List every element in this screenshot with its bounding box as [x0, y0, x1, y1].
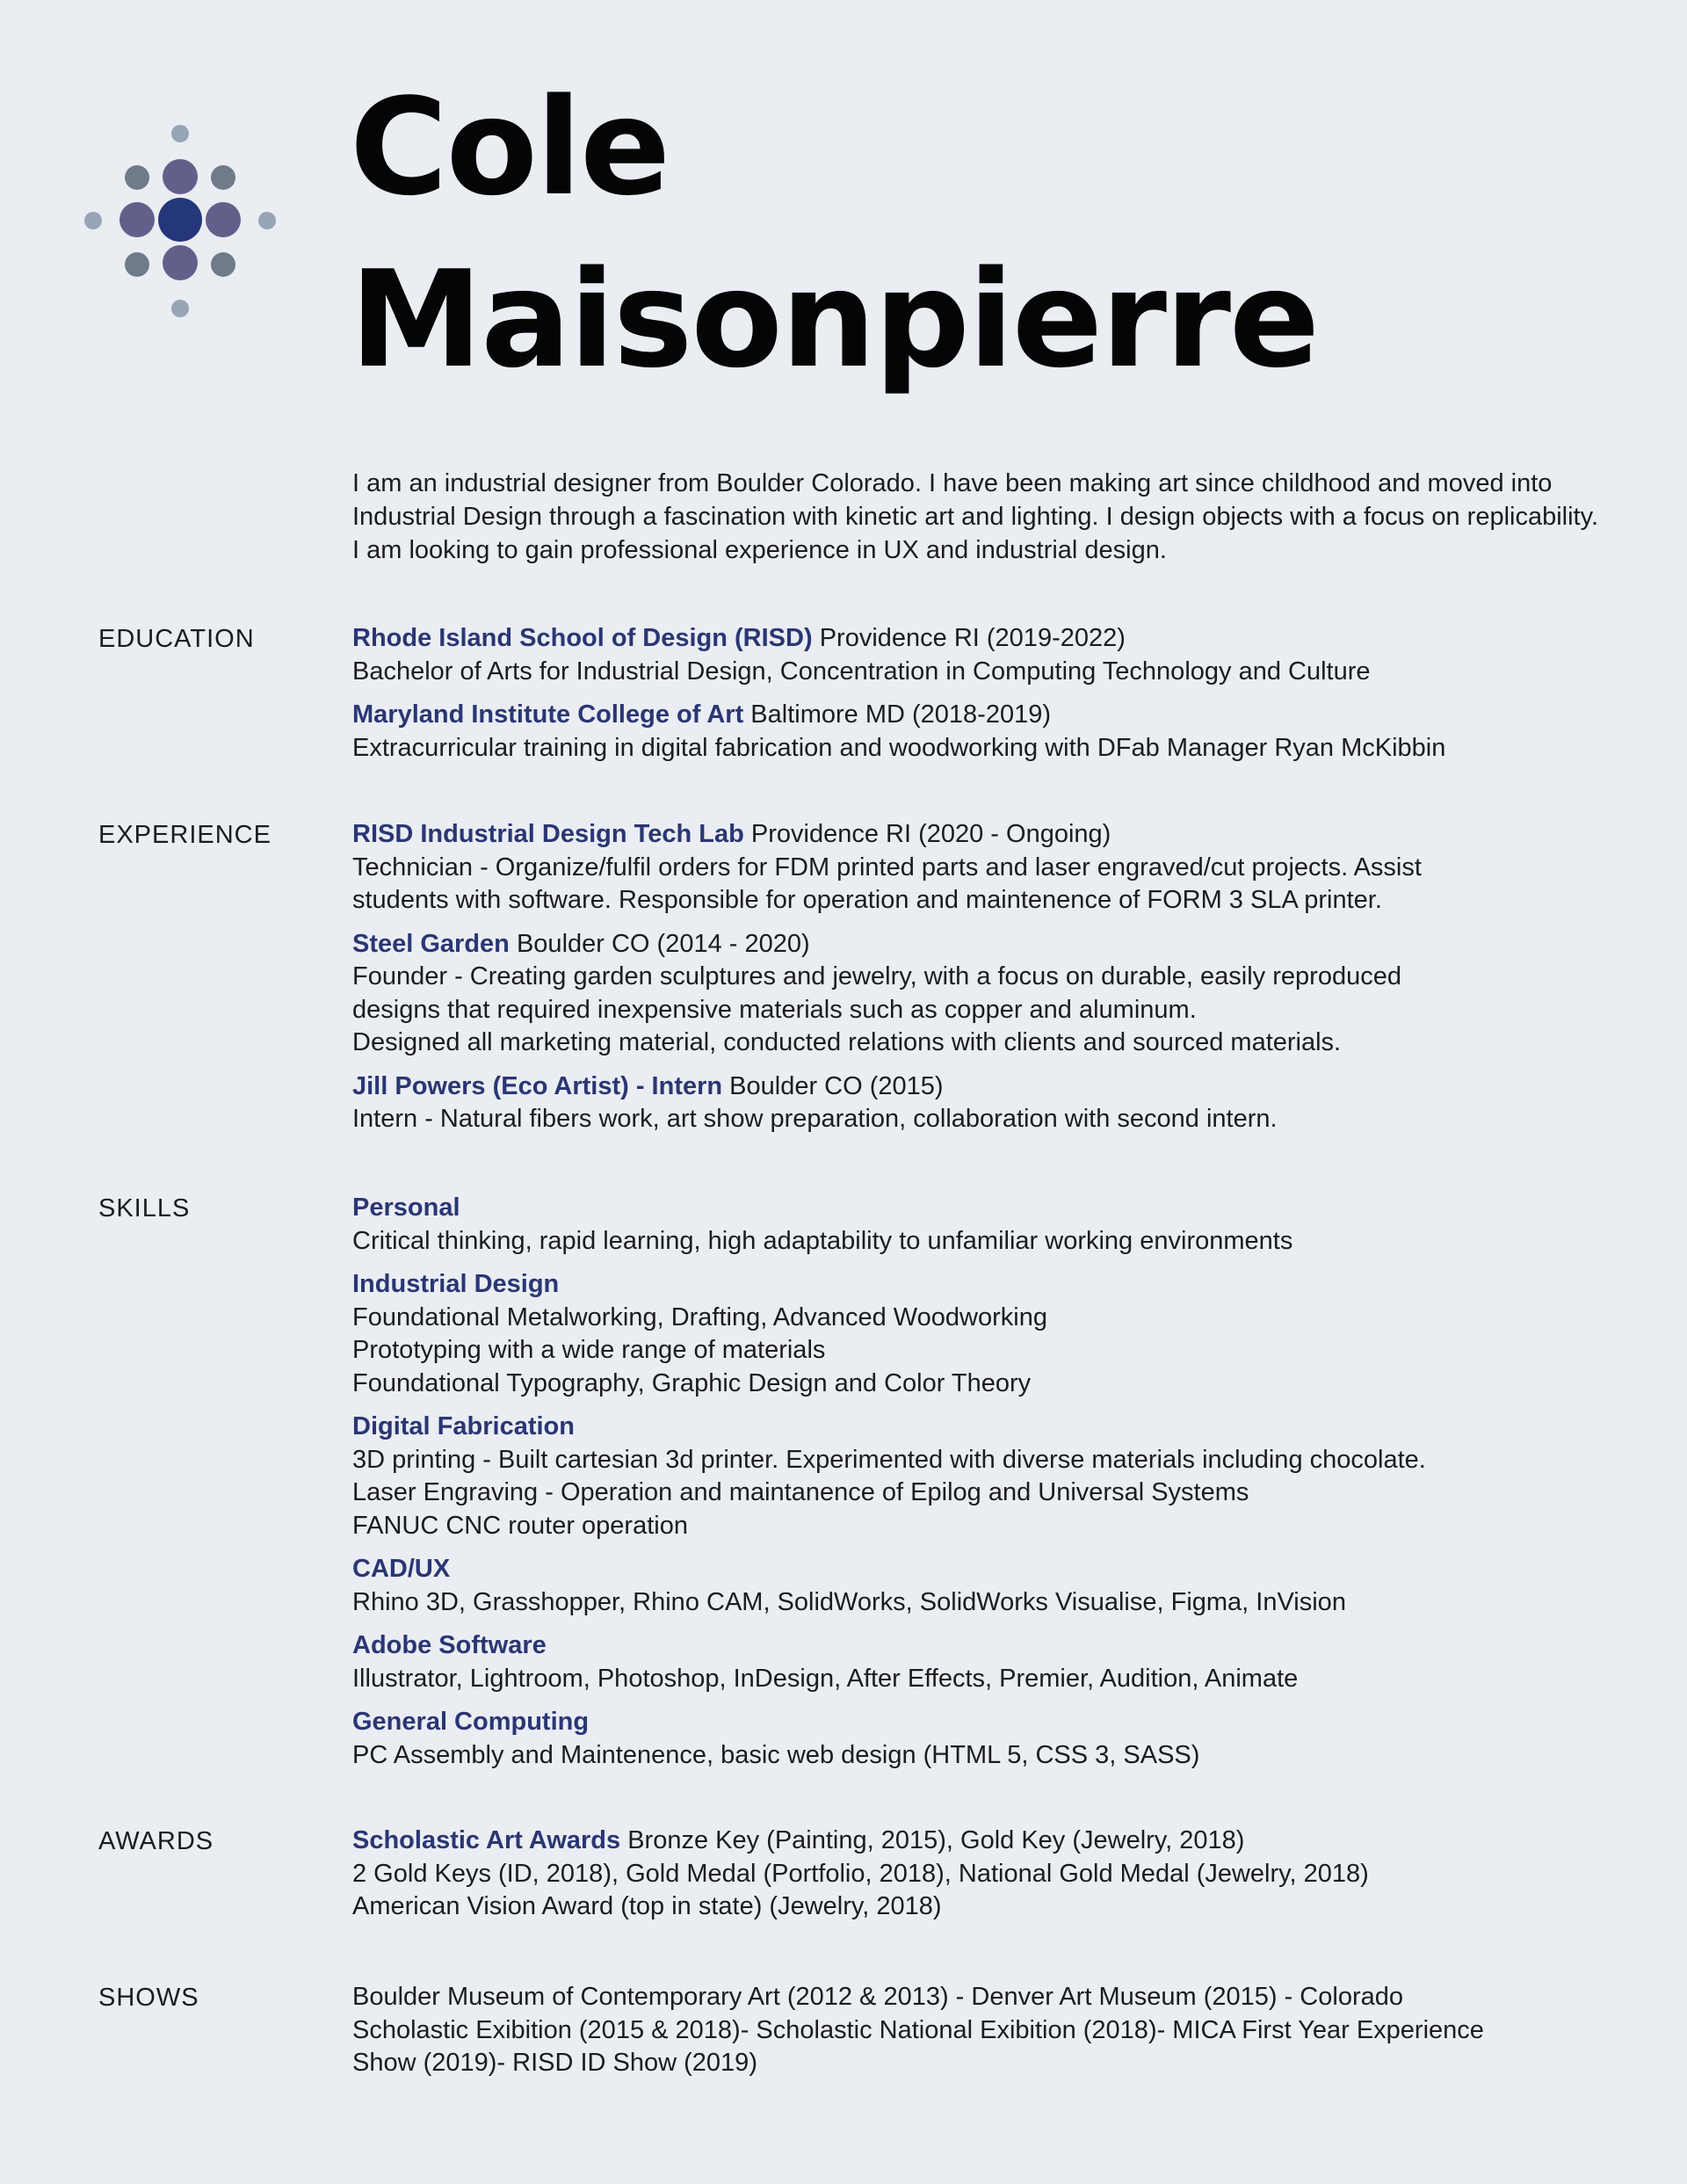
skills-entry — [352, 1706, 1609, 1772]
entry-line: Laser Engraving - Operation and maintanence of Epilog and Universal Systems — [352, 1478, 1249, 1506]
intro-paragraph: I am an industrial designer from Boulder Colorado. I have been making art since childhood and moved into Industrial Design through a fascination with kinetic art and lighting. I design objects with a focus on replicability. I am looking to gain professional experience in UX and industrial design. — [352, 469, 1599, 564]
entry-heading — [352, 699, 1609, 732]
page-title — [350, 62, 1318, 406]
shows-line: Boulder Museum of Contemporary Art (2012 & 2013) - Denver Art Museum (2015) - Colorado — [352, 1983, 1403, 2011]
last-name: Maisonpierre — [350, 242, 1319, 397]
experience-entry — [352, 1070, 1609, 1136]
experience-label: EXPERIENCE — [98, 821, 272, 849]
entry-line: Foundational Typography, Graphic Design and Color Theory — [352, 1368, 1032, 1397]
education-section — [352, 622, 1609, 765]
entry-meta: Boulder CO (2014 - 2020) — [509, 929, 810, 958]
entry-org: Industrial Design — [352, 1270, 560, 1298]
skills-section — [352, 1192, 1609, 1772]
entry-org: Scholastic Art Awards — [352, 1826, 621, 1854]
entry-meta: Providence RI (2020 - Ongoing) — [743, 820, 1111, 848]
experience-section — [352, 818, 1609, 1136]
entry-line: designs that required inexpensive materials such as copper and aluminum. — [352, 995, 1197, 1024]
dot-compass-logo-icon — [79, 119, 281, 321]
entry-org: Digital Fabrication — [352, 1412, 575, 1440]
shows-label: SHOWS — [98, 1984, 199, 2012]
entry-org: CAD/UX — [352, 1555, 451, 1583]
entry-meta: Baltimore MD (2018-2019) — [743, 700, 1052, 729]
entry-line: Bachelor of Arts for Industrial Design, Concentration in Computing Technology and Culture — [352, 657, 1371, 686]
shows-section — [352, 1981, 1609, 2080]
entry-meta: Providence RI (2019-2022) — [812, 624, 1126, 652]
entry-line: Rhino 3D, Grasshopper, Rhino CAM, SolidWorks, SolidWorks Visualise, Figma, InVision — [352, 1587, 1346, 1616]
entry-heading — [352, 928, 1609, 961]
entry-line: students with software. Responsible for operation and maintenence of FORM 3 SLA printer. — [352, 886, 1382, 914]
entry-line: Prototyping with a wide range of materials — [352, 1336, 826, 1364]
entry-heading — [352, 1629, 1609, 1663]
education-entry — [352, 699, 1609, 765]
entry-heading — [352, 818, 1609, 852]
entry-line: FANUC CNC router operation — [352, 1511, 688, 1540]
entry-line: 3D printing - Built cartesian 3d printer. Experimented with diverse materials including chocolate. — [352, 1445, 1426, 1474]
entry-line: Intern - Natural fibers work, art show preparation, collaboration with second intern. — [352, 1105, 1278, 1133]
entry-line: Illustrator, Lightroom, Photoshop, InDesign, After Effects, Premier, Audition, Animate — [352, 1664, 1299, 1693]
skills-label: SKILLS — [98, 1194, 191, 1223]
entry-org: RISD Industrial Design Tech Lab — [352, 820, 744, 848]
skills-entry — [352, 1192, 1609, 1258]
entry-line: Technician - Organize/fulfil orders for FDM printed parts and laser engraved/cut projects. Assist — [352, 853, 1422, 882]
entry-heading — [352, 1268, 1609, 1302]
entry-heading — [352, 1192, 1609, 1225]
entry-heading — [352, 1825, 1609, 1858]
first-name: Cole — [350, 69, 670, 225]
education-label: EDUCATION — [98, 625, 255, 653]
entry-org: Personal — [352, 1194, 460, 1222]
entry-line: PC Assembly and Maintenence, basic web design (HTML 5, CSS 3, SASS) — [352, 1740, 1200, 1769]
skills-entry — [352, 1629, 1609, 1695]
skills-entry — [352, 1411, 1609, 1542]
experience-entry — [352, 818, 1609, 918]
entry-line: Designed all marketing material, conducted relations with clients and sourced materials. — [352, 1028, 1342, 1056]
entry-heading — [352, 1411, 1609, 1444]
awards-label: AWARDS — [98, 1827, 214, 1855]
awards-entry — [352, 1825, 1609, 1924]
skills-entry — [352, 1553, 1609, 1619]
entry-heading — [352, 1706, 1609, 1739]
entry-org: Rhode Island School of Design (RISD) — [352, 624, 813, 652]
entry-org: Maryland Institute College of Art — [352, 700, 744, 729]
awards-section — [352, 1825, 1609, 1924]
entry-heading — [352, 1553, 1609, 1586]
entry-line: Founder - Creating garden sculptures and jewelry, with a focus on durable, easily reproduced — [352, 962, 1401, 990]
entry-line: American Vision Award (top in state) (Jewelry, 2018) — [352, 1892, 942, 1920]
entry-meta: Bronze Key (Painting, 2015), Gold Key (Jewelry, 2018) — [620, 1826, 1245, 1854]
entry-meta: Boulder CO (2015) — [722, 1071, 944, 1100]
entry-org: Jill Powers (Eco Artist) - Intern — [352, 1071, 723, 1100]
entry-line: 2 Gold Keys (ID, 2018), Gold Medal (Portfolio, 2018), National Gold Medal (Jewelry, 2018) — [352, 1859, 1369, 1888]
shows-line: Scholastic Exibition (2015 & 2018)- Scholastic National Exibition (2018)- MICA First Year Experience — [352, 2015, 1484, 2044]
entry-line: Extracurricular training in digital fabrication and woodworking with DFab Manager Ryan McKibbin — [352, 733, 1446, 762]
entry-org: General Computing — [352, 1708, 590, 1736]
entry-heading — [352, 622, 1609, 656]
shows-line: Show (2019)- RISD ID Show (2019) — [352, 2049, 757, 2077]
entry-heading — [352, 1070, 1609, 1104]
entry-org: Adobe Software — [352, 1631, 547, 1659]
experience-entry — [352, 928, 1609, 1060]
education-entry — [352, 622, 1609, 688]
entry-org: Steel Garden — [352, 929, 510, 958]
skills-entry — [352, 1268, 1609, 1400]
entry-line: Foundational Metalworking, Drafting, Advanced Woodworking — [352, 1302, 1047, 1331]
entry-line: Critical thinking, rapid learning, high adaptability to unfamiliar working environments — [352, 1226, 1293, 1255]
